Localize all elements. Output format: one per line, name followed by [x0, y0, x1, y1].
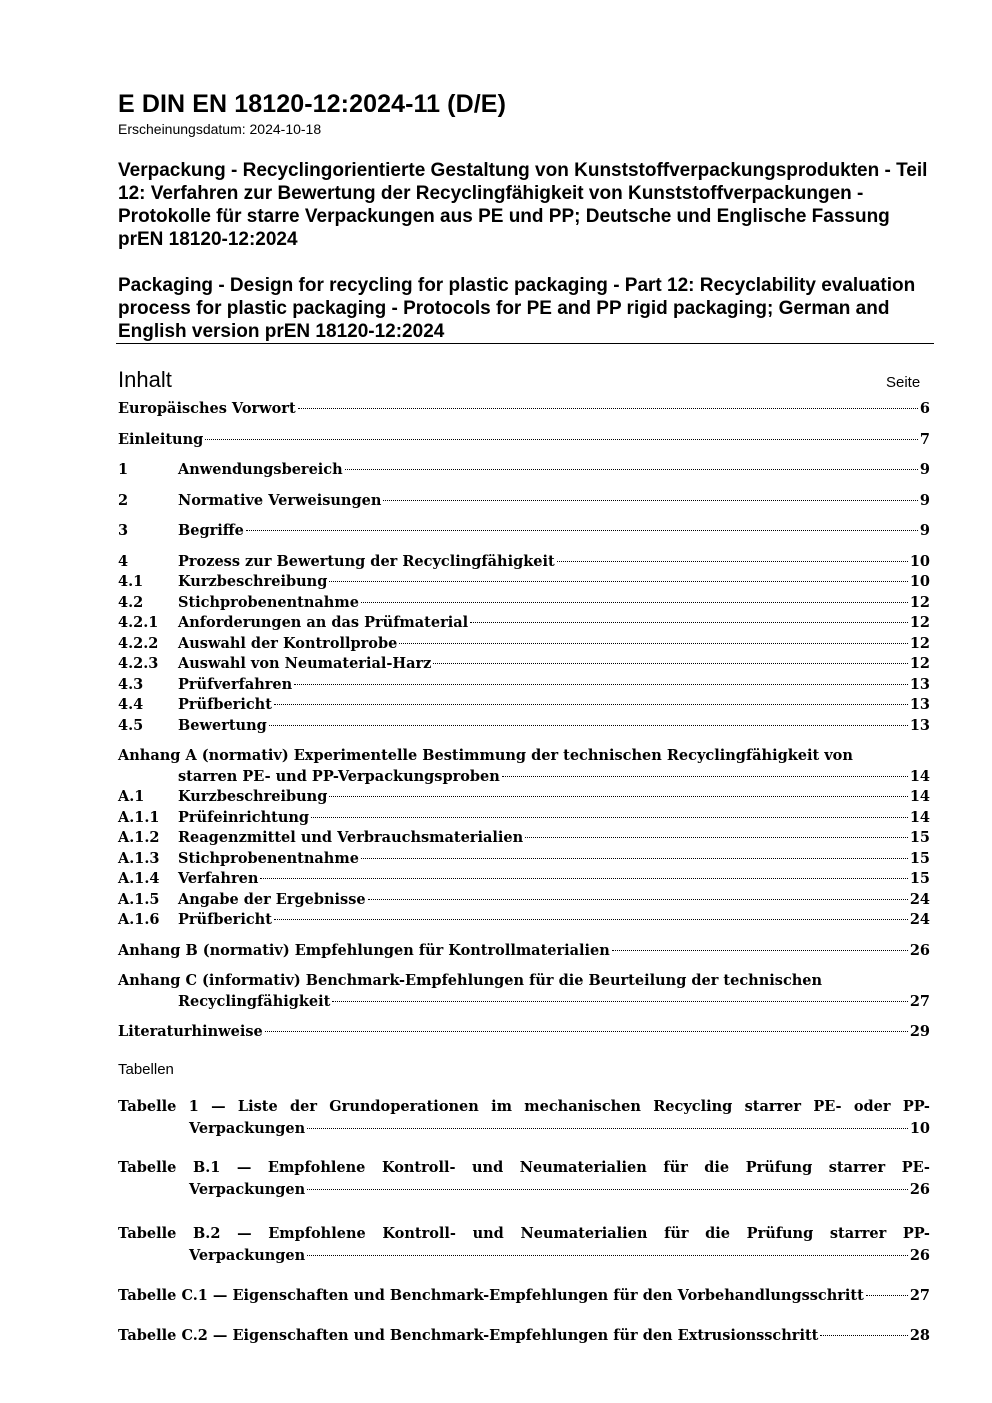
- toc-entry-title: Stichprobenentnahme: [178, 849, 359, 867]
- leader-dots: [274, 919, 908, 920]
- leader-dots: [361, 858, 908, 859]
- toc-entry-title: Europäisches Vorwort: [118, 400, 296, 417]
- toc-entry-title: Angabe der Ergebnisse: [178, 890, 366, 908]
- tables-heading: Tabellen: [118, 1061, 174, 1078]
- toc-entry-bibliography[interactable]: [118, 1023, 930, 1044]
- document-id: E DIN EN 18120-12:2024-11 (D/E): [118, 90, 507, 118]
- table-entry-line: [118, 1287, 930, 1309]
- toc-entry-title: Anhang C (informativ) Benchmark-Empfehlungen für die Beurteilung der technischen: [118, 972, 823, 989]
- leader-dots: [612, 950, 908, 951]
- table-entry-word: mechanischen: [524, 1098, 641, 1115]
- leader-dots: [311, 817, 908, 818]
- toc-entry-annex-a[interactable]: [118, 747, 930, 788]
- table-entry-title: [118, 1225, 930, 1247]
- toc-entry-number: A.1: [118, 788, 145, 805]
- toc-entry-a-1-1[interactable]: [118, 809, 930, 830]
- list-of-tables: [118, 1098, 930, 1349]
- table-entry-word: starrer: [829, 1225, 887, 1242]
- table-entry-title: Tabelle C.2 — Eigenschaften und Benchmark-Empfehlungen für den Extrusionsschritt: [118, 1327, 819, 1344]
- leader-dots: [383, 500, 918, 501]
- table-entry-1[interactable]: [118, 1098, 930, 1142]
- toc-entry-page: 14: [909, 767, 930, 785]
- toc-entry-title-cont: starren PE- und PP-Verpackungsproben: [178, 767, 500, 785]
- toc-entry-page: 12: [909, 614, 930, 631]
- table-entry-continuation: [118, 1247, 930, 1269]
- table-entry-line: [118, 1327, 930, 1349]
- toc-entry-foreword[interactable]: [118, 400, 930, 421]
- table-entry-word: Liste: [237, 1098, 278, 1115]
- toc-entry-page: 9: [919, 491, 930, 509]
- toc-entry-title: Begriffe: [178, 522, 244, 539]
- title-divider: [116, 343, 934, 344]
- leader-dots: [332, 1001, 907, 1002]
- toc-entry-title: Anwendungsbereich: [178, 461, 343, 478]
- toc-entry-continuation: [118, 993, 930, 1014]
- toc-entry-title: Auswahl von Neumaterial-Harz: [178, 655, 432, 672]
- leader-dots: [399, 643, 907, 644]
- toc-entry-annex-b[interactable]: [118, 942, 930, 963]
- toc-entry-title: Stichprobenentnahme: [178, 593, 359, 611]
- toc-heading: Inhalt: [118, 367, 172, 392]
- toc-entry-a-1-2[interactable]: [118, 829, 930, 850]
- table-entry-page: 26: [909, 1247, 930, 1264]
- toc-entry-continuation: [118, 768, 930, 789]
- toc-entry-title: Anhang B (normativ) Empfehlungen für Kontrollmaterialien: [118, 941, 610, 959]
- toc-entry-number: A.1.4: [118, 870, 160, 887]
- table-entry-title-cont: Verpackungen: [189, 1120, 306, 1137]
- issue-date: Erscheinungsdatum: 2024-10-18: [118, 121, 322, 137]
- table-entry-word: —: [211, 1098, 226, 1115]
- toc-entry-3[interactable]: [118, 522, 930, 543]
- toc-entry-number: 4.3: [118, 675, 144, 693]
- leader-dots: [557, 561, 908, 562]
- table-of-contents: [118, 400, 930, 1044]
- toc-entry-title: Prüfbericht: [178, 911, 272, 928]
- leader-dots: [361, 602, 908, 603]
- toc-entry-page: 24: [909, 911, 930, 928]
- toc-entry-title: Normative Verweisungen: [178, 491, 382, 509]
- toc-entry-page: 9: [919, 461, 930, 478]
- table-entry-word: für: [663, 1159, 688, 1176]
- toc-entry-4-4[interactable]: [118, 696, 930, 717]
- toc-entry-2[interactable]: [118, 492, 930, 513]
- toc-entry-page: 13: [909, 675, 930, 693]
- toc-entry-page: 10: [909, 573, 930, 590]
- toc-entry-page: 14: [909, 808, 930, 826]
- toc-entry-number: 4: [118, 552, 129, 570]
- table-entry-word: Tabelle: [118, 1225, 177, 1242]
- toc-entry-4-2[interactable]: [118, 594, 930, 615]
- table-entry-word: und: [472, 1159, 504, 1176]
- leader-dots: [269, 725, 908, 726]
- table-entry-page: 27: [909, 1287, 930, 1304]
- toc-entry-title: Prüfverfahren: [178, 675, 293, 693]
- table-entry-page: 28: [909, 1327, 930, 1344]
- table-entry-word: PP-: [902, 1098, 930, 1115]
- leader-dots: [298, 408, 918, 409]
- table-entry-b-2[interactable]: [118, 1225, 930, 1269]
- toc-entry-a-1-6[interactable]: [118, 911, 930, 932]
- toc-entry-page: 12: [909, 655, 930, 672]
- table-entry-title-cont: Verpackungen: [189, 1181, 306, 1198]
- toc-entry-page: 15: [909, 829, 930, 846]
- toc-entry-number: A.1.5: [118, 890, 160, 908]
- toc-entry-title: Anhang A (normativ) Experimentelle Bestimmung der technischen Recyclingfähigkeit von: [118, 747, 853, 764]
- toc-entry-number: A.1.3: [118, 849, 160, 867]
- toc-entry-number: 4.1: [118, 573, 144, 590]
- toc-entry-page: 10: [909, 552, 930, 570]
- leader-dots: [345, 469, 918, 470]
- toc-entry-4-2-2[interactable]: [118, 635, 930, 656]
- table-entry-word: Kontroll-: [381, 1159, 456, 1176]
- toc-entry-number: A.1.6: [118, 911, 160, 928]
- toc-entry-a-1[interactable]: [118, 788, 930, 809]
- toc-entry-a-1-5[interactable]: [118, 891, 930, 912]
- table-entry-word: Empfohlene: [268, 1225, 366, 1242]
- toc-entry-number: A.1.2: [118, 829, 160, 846]
- toc-entry-number: 4.2.1: [118, 614, 159, 631]
- toc-entry-page: 27: [909, 992, 930, 1010]
- leader-dots: [294, 684, 908, 685]
- toc-entry-page: 15: [909, 849, 930, 867]
- table-entry-word: starrer: [744, 1098, 802, 1115]
- toc-entry-number: 4.5: [118, 716, 144, 734]
- table-entry-word: Recycling: [653, 1098, 733, 1115]
- table-entry-word: —: [236, 1159, 252, 1176]
- leader-dots: [246, 530, 918, 531]
- leader-dots: [433, 663, 907, 664]
- table-entry-word: starrer: [828, 1159, 886, 1176]
- toc-entry-4-3[interactable]: [118, 676, 930, 697]
- table-entry-word: Kontroll-: [382, 1225, 456, 1242]
- table-entry-word: der: [289, 1098, 317, 1115]
- table-entry-page: 10: [909, 1120, 930, 1137]
- toc-entry-page: 9: [919, 522, 930, 539]
- toc-entry-page: 12: [909, 634, 930, 652]
- toc-entry-page: 13: [909, 696, 930, 713]
- leader-dots: [265, 1031, 908, 1032]
- table-entry-word: die: [704, 1159, 730, 1176]
- toc-entry-page: 15: [909, 870, 930, 887]
- toc-entry-title: Prüfbericht: [178, 696, 272, 713]
- toc-entry-page: 6: [919, 400, 930, 417]
- toc-entry-page: 7: [919, 430, 930, 448]
- table-entry-word: Prüfung: [746, 1225, 814, 1242]
- leader-dots: [525, 837, 908, 838]
- toc-entry-4-2-3[interactable]: [118, 655, 930, 676]
- title-german: Verpackung - Recyclingorientierte Gestaltung von Kunststoffverpackungsprodukten - Teil 12: Verfahren zur Bewertung der Recyclingfähigkeit von Kunststoffverpackungen - Protokolle für starre Verpackungen aus PE und PP; Deutsche und Englische Fassung prEN 18120-12:2024: [118, 160, 928, 250]
- toc-entry-1[interactable]: [118, 461, 930, 482]
- table-entry-title: [118, 1098, 930, 1120]
- toc-entry-title: Prüfeinrichtung: [178, 808, 310, 826]
- toc-entry-page: 26: [909, 941, 930, 959]
- toc-entry-title: Kurzbeschreibung: [178, 788, 328, 805]
- table-entry-title: Tabelle C.1 — Eigenschaften und Benchmark-Empfehlungen für den Vorbehandlungsschritt: [118, 1287, 864, 1304]
- leader-dots: [260, 878, 907, 879]
- table-entry-word: PP-: [902, 1225, 930, 1242]
- table-entry-word: 1: [188, 1098, 199, 1115]
- toc-entry-number: 4.2.3: [118, 655, 159, 672]
- table-entry-word: PE-: [901, 1159, 930, 1176]
- leader-dots: [274, 704, 908, 705]
- table-entry-word: Grundoperationen: [329, 1098, 479, 1115]
- toc-entry-title: Literaturhinweise: [118, 1023, 263, 1040]
- table-entry-word: die: [705, 1225, 731, 1242]
- leader-dots: [368, 899, 908, 900]
- toc-entry-title: Anforderungen an das Prüfmaterial: [178, 614, 469, 631]
- table-entry-word: Empfohlene: [267, 1159, 366, 1176]
- toc-entry-page: 12: [909, 593, 930, 611]
- leader-dots: [502, 776, 908, 777]
- page-column-label: Seite: [886, 374, 921, 391]
- table-entry-word: Neumaterialien: [520, 1225, 648, 1242]
- leader-dots: [866, 1295, 908, 1296]
- toc-entry-4-1[interactable]: [118, 573, 930, 594]
- toc-entry-a-1-4[interactable]: [118, 870, 930, 891]
- toc-entry-number: 3: [118, 522, 129, 539]
- toc-entry-4[interactable]: [118, 553, 930, 574]
- leader-dots: [470, 622, 908, 623]
- toc-entry-annex-c[interactable]: [118, 972, 930, 1013]
- toc-entry-4-5[interactable]: [118, 717, 930, 738]
- leader-dots: [307, 1189, 908, 1190]
- leader-dots: [307, 1255, 908, 1256]
- toc-entry-page: 29: [909, 1023, 930, 1040]
- toc-entry-title: Verfahren: [178, 870, 259, 887]
- table-entry-word: PE-: [813, 1098, 842, 1115]
- toc-entry-title: Prozess zur Bewertung der Recyclingfähigkeit: [178, 552, 555, 570]
- leader-dots: [307, 1128, 908, 1129]
- table-entry-title: [118, 1159, 930, 1181]
- leader-dots: [205, 439, 918, 440]
- leader-dots: [820, 1335, 907, 1336]
- toc-entry-page: 13: [909, 716, 930, 734]
- table-entry-word: B.2: [193, 1225, 221, 1242]
- table-entry-word: für: [664, 1225, 689, 1242]
- table-entry-title-cont: Verpackungen: [189, 1247, 306, 1264]
- leader-dots: [329, 796, 907, 797]
- table-entry-c-2[interactable]: [118, 1327, 930, 1349]
- table-entry-word: und: [472, 1225, 504, 1242]
- toc-entry-number: 4.2: [118, 593, 144, 611]
- toc-entry-a-1-3[interactable]: [118, 850, 930, 871]
- toc-entry-title: Reagenzmittel und Verbrauchsmaterialien: [178, 829, 524, 846]
- title-english: Packaging - Design for recycling for plastic packaging - Part 12: Recyclability evaluation process for plastic packaging - Protocols for PE and PP rigid packaging; German and English version prEN 18120-12:2024: [118, 275, 916, 342]
- table-entry-word: Tabelle: [118, 1159, 177, 1176]
- toc-entry-number: 1: [118, 461, 129, 478]
- toc-entry-title: Kurzbeschreibung: [178, 573, 328, 590]
- table-entry-c-1[interactable]: [118, 1287, 930, 1309]
- toc-entry-title: Auswahl der Kontrollprobe: [178, 634, 398, 652]
- toc-entry-page: 14: [909, 788, 930, 805]
- table-entry-page: 26: [909, 1181, 930, 1198]
- table-entry-continuation: [118, 1181, 930, 1203]
- toc-entry-page: 24: [909, 890, 930, 908]
- toc-entry-number: A.1.1: [118, 808, 160, 826]
- toc-entry-number: 4.4: [118, 696, 144, 713]
- toc-entry-4-2-1[interactable]: [118, 614, 930, 635]
- leader-dots: [329, 581, 907, 582]
- table-entry-b-1[interactable]: [118, 1159, 930, 1203]
- table-entry-word: Prüfung: [745, 1159, 813, 1176]
- table-entry-word: Neumaterialien: [519, 1159, 647, 1176]
- table-entry-word: oder: [853, 1098, 891, 1115]
- toc-entry-number: 2: [118, 491, 129, 509]
- toc-entry-title: Einleitung: [118, 430, 204, 448]
- table-entry-word: im: [491, 1098, 512, 1115]
- table-entry-word: B.1: [192, 1159, 221, 1176]
- table-entry-continuation: [118, 1120, 930, 1142]
- table-entry-word: Tabelle: [118, 1098, 177, 1115]
- toc-entry-title: Bewertung: [178, 716, 267, 734]
- toc-entry-number: 4.2.2: [118, 634, 159, 652]
- toc-entry-introduction[interactable]: [118, 431, 930, 452]
- table-entry-word: —: [237, 1225, 252, 1242]
- toc-entry-title-cont: Recyclingfähigkeit: [178, 992, 331, 1010]
